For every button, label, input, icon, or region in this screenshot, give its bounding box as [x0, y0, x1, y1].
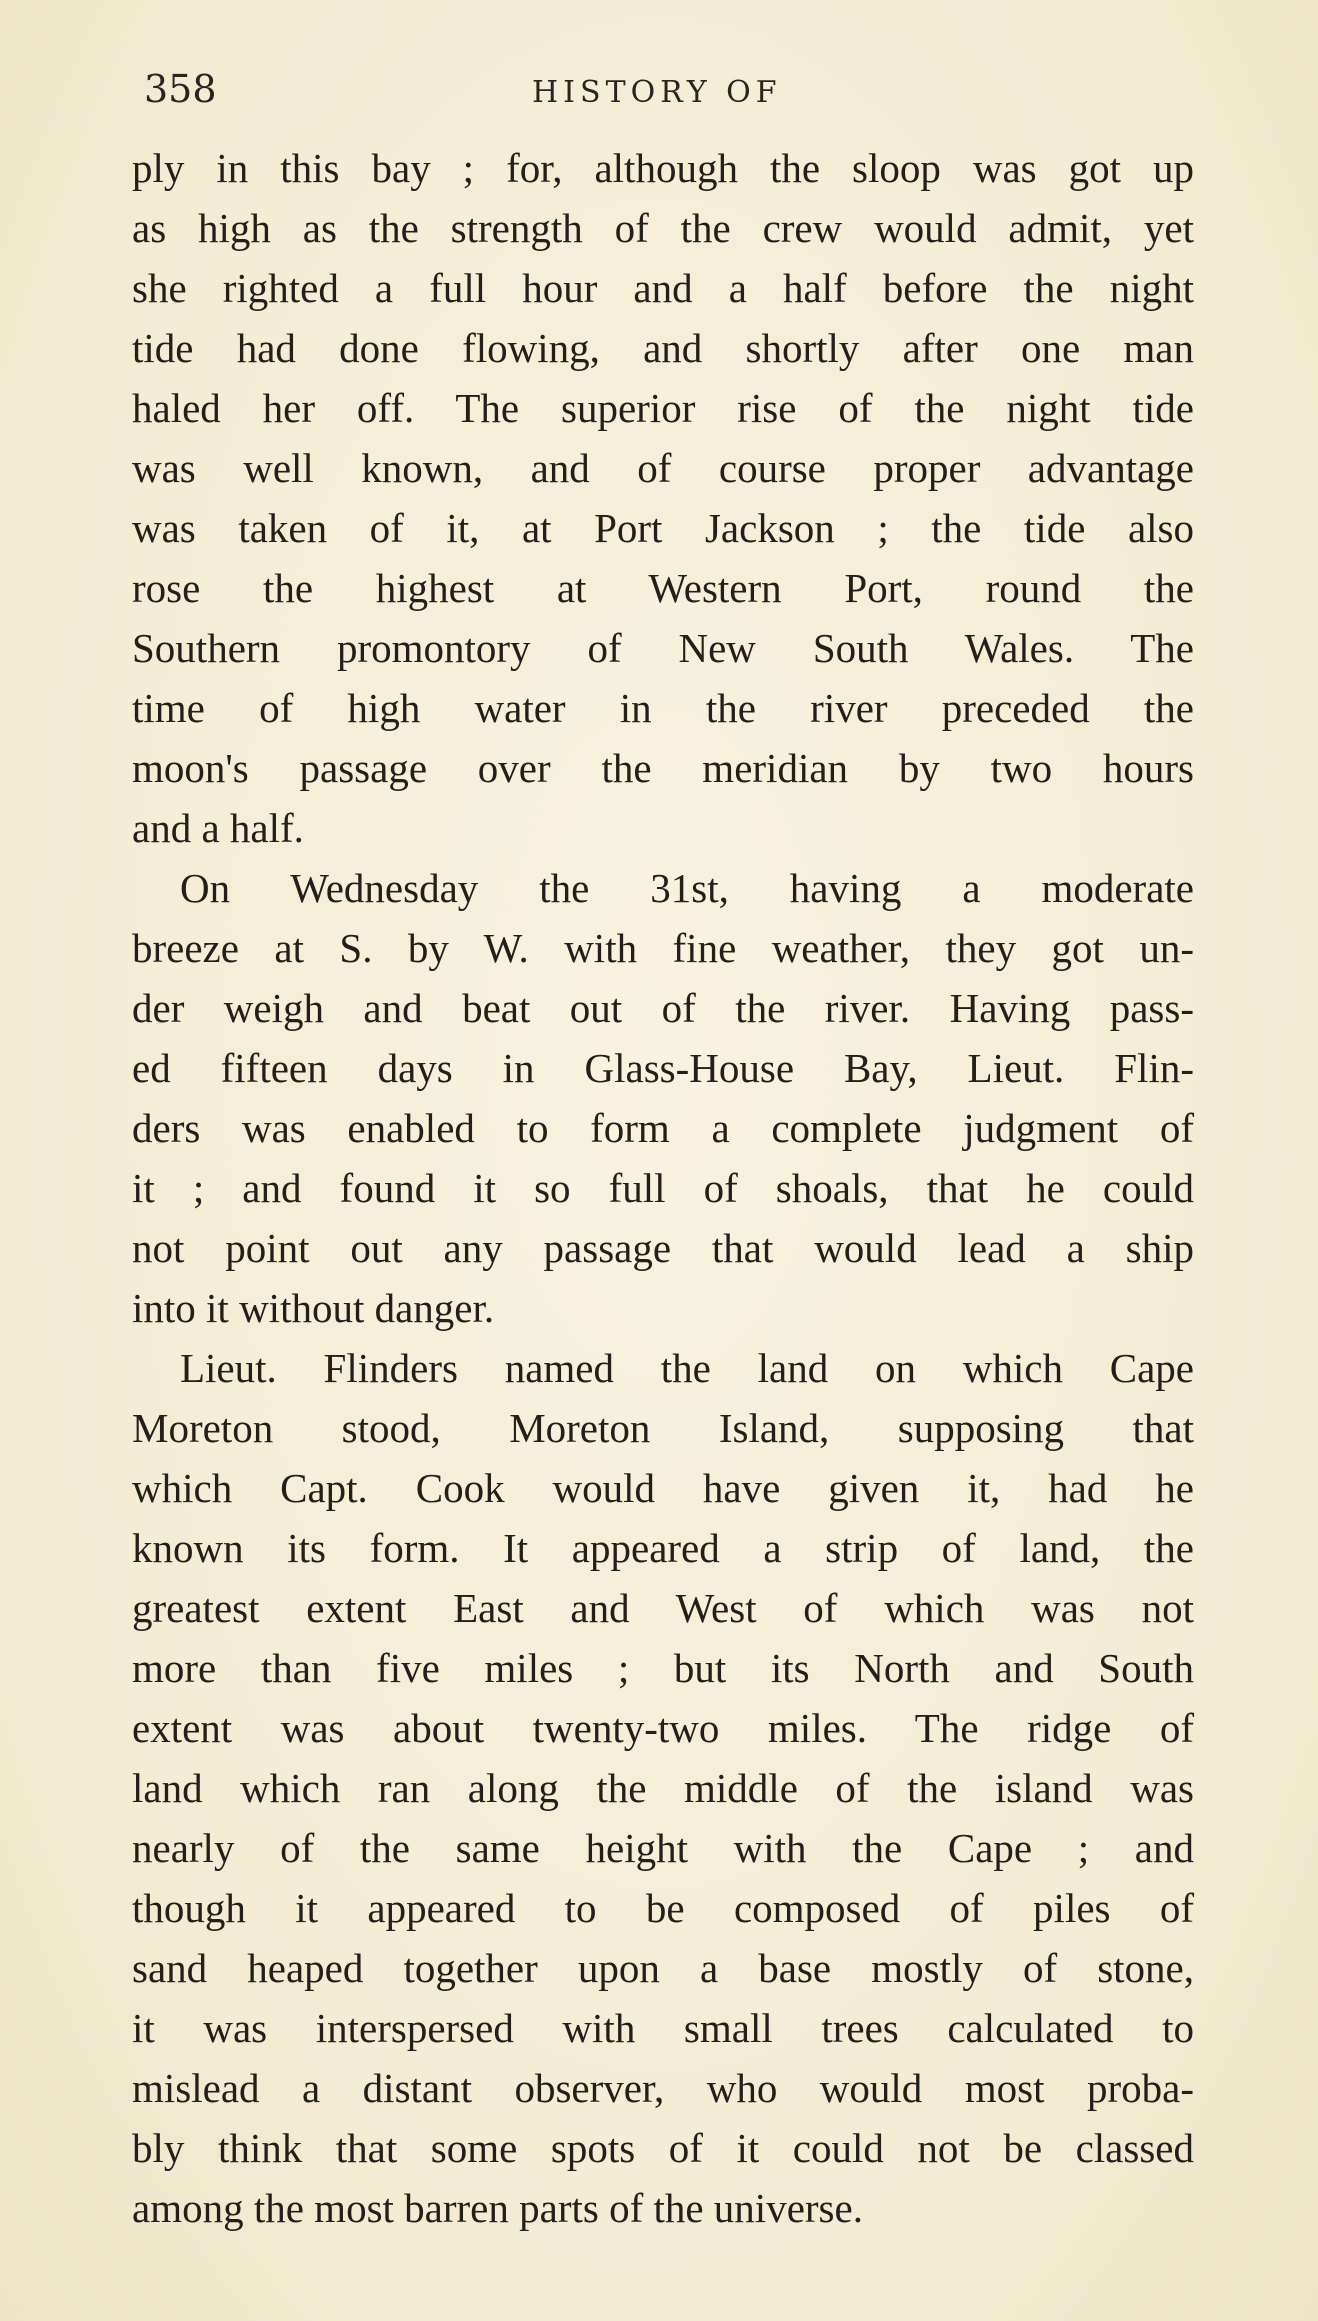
text-line: known its form. It appeared a strip of land, the	[132, 1525, 1194, 1571]
text-line: more than five miles ; but its North and South	[132, 1645, 1194, 1691]
text-line: ders was enabled to form a complete judgment of	[132, 1105, 1194, 1151]
text-line: time of high water in the river preceded the	[132, 685, 1194, 731]
page-header	[144, 64, 1194, 114]
text-line: extent was about twenty-two miles. The ridge of	[132, 1705, 1194, 1751]
text-line: not point out any passage that would lead a ship	[132, 1225, 1194, 1271]
text-line: sand heaped together upon a base mostly of stone,	[132, 1945, 1194, 1991]
text-line: rose the highest at Western Port, round the	[132, 565, 1194, 611]
paragraph-2	[132, 858, 1194, 1338]
text-line: mislead a distant observer, who would most proba-	[132, 2065, 1194, 2111]
body-text	[132, 138, 1194, 2238]
text-line: as high as the strength of the crew would admit, yet	[132, 205, 1194, 251]
text-line: it ; and found it so full of shoals, that he could	[132, 1165, 1194, 1211]
text-line: though it appeared to be composed of piles of	[132, 1885, 1194, 1931]
text-line: breeze at S. by W. with fine weather, they got un-	[132, 925, 1194, 971]
running-title: HISTORY OF	[532, 75, 782, 110]
text-line: among the most barren parts of the universe.	[132, 2185, 863, 2231]
text-line: into it without danger.	[132, 1285, 495, 1331]
paragraph-1	[132, 138, 1194, 858]
text-line: haled her off. The superior rise of the night tide	[132, 385, 1194, 431]
text-line: it was interspersed with small trees calculated to	[132, 2005, 1194, 2051]
text-line: nearly of the same height with the Cape ; and	[132, 1825, 1194, 1871]
text-line: greatest extent East and West of which was not	[132, 1585, 1194, 1631]
paragraph-3	[132, 1338, 1194, 2238]
text-line: she righted a full hour and a half before the night	[132, 265, 1194, 311]
text-line: moon's passage over the meridian by two hours	[132, 745, 1194, 791]
text-line: der weigh and beat out of the river. Having pass-	[132, 985, 1194, 1031]
text-line: bly think that some spots of it could not be classed	[132, 2125, 1194, 2171]
text-line: which Capt. Cook would have given it, had he	[132, 1465, 1194, 1511]
page-number: 358	[144, 67, 217, 111]
text-line: Moreton stood, Moreton Island, supposing that	[132, 1405, 1194, 1451]
text-line: tide had done flowing, and shortly after one man	[132, 325, 1194, 371]
text-line: land which ran along the middle of the island was	[132, 1765, 1194, 1811]
text-line: ed fifteen days in Glass-House Bay, Lieut. Flin-	[132, 1045, 1194, 1091]
text-line: was well known, and of course proper advantage	[132, 445, 1194, 491]
text-line: Lieut. Flinders named the land on which Cape	[180, 1345, 1194, 1391]
text-line: and a half.	[132, 805, 304, 851]
text-line: was taken of it, at Port Jackson ; the tide also	[132, 505, 1194, 551]
text-line: ply in this bay ; for, although the sloop was got up	[132, 145, 1194, 191]
text-line: On Wednesday the 31st, having a moderate	[180, 865, 1194, 911]
text-line: Southern promontory of New South Wales. The	[132, 625, 1194, 671]
